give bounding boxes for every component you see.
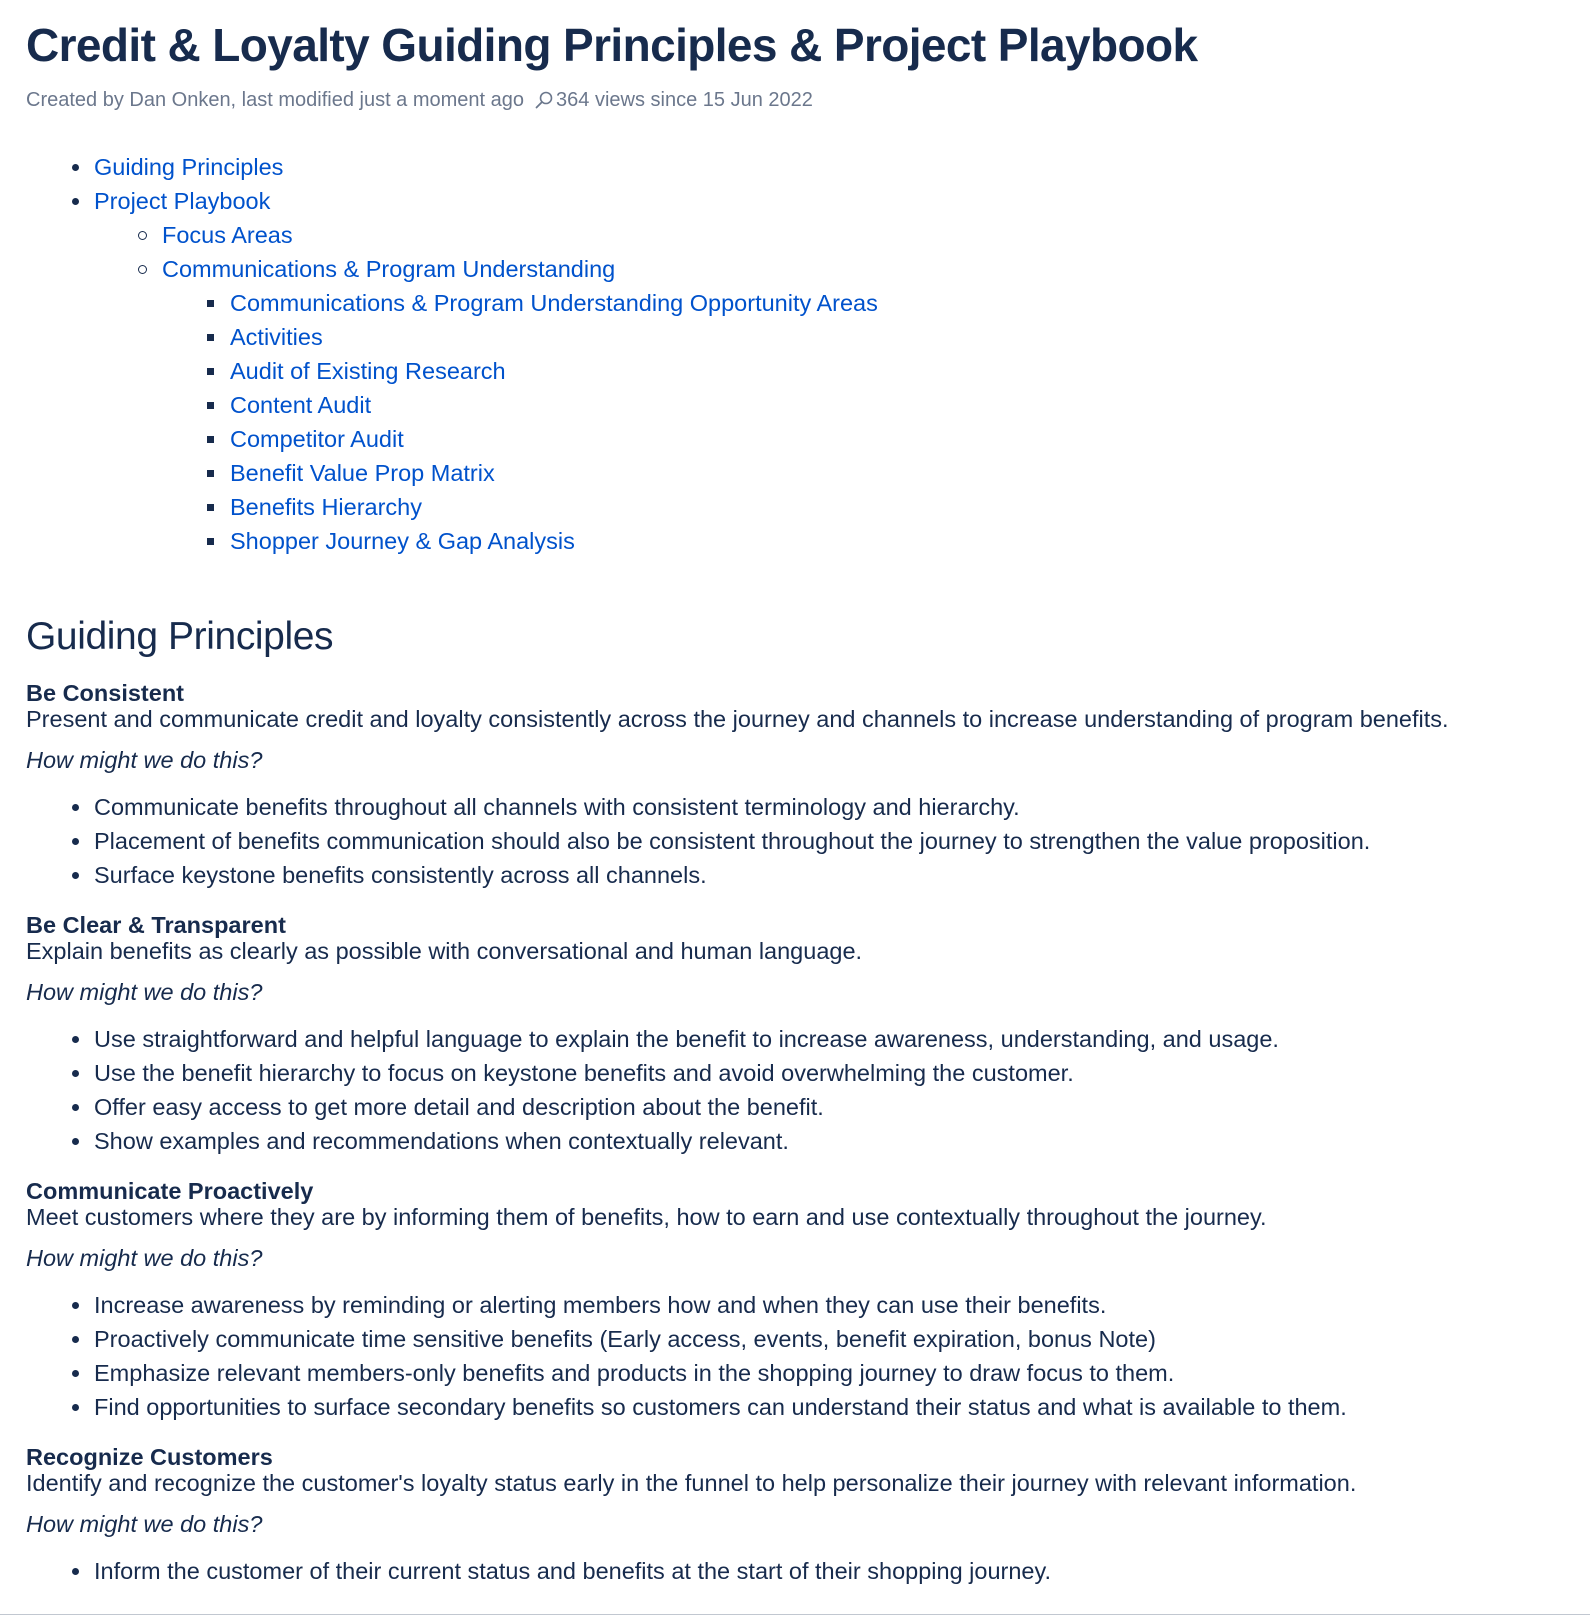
list-item: Find opportunities to surface secondary benefits so customers can understand their status and what is available to them. bbox=[26, 1390, 1590, 1424]
toc-link-focus-areas[interactable]: Focus Areas bbox=[162, 222, 293, 248]
principle-description: Meet customers where they are by informing them of benefits, how to earn and use contextually throughout the journey. bbox=[26, 1204, 1267, 1230]
list-item: Surface keystone benefits consistently across all channels. bbox=[26, 858, 1590, 892]
principle-bullet-list bbox=[26, 1554, 1590, 1588]
principle-title: Be Clear & Transparent bbox=[26, 912, 286, 938]
principle-prompt: How might we do this? bbox=[26, 1245, 263, 1271]
toc-item bbox=[26, 456, 1590, 490]
list-item: Emphasize relevant members-only benefits and products in the shopping journey to draw focus to them. bbox=[26, 1356, 1590, 1390]
principle-prompt: How might we do this? bbox=[26, 747, 263, 773]
toc-link-shopper-journey-gap-analysis[interactable]: Shopper Journey & Gap Analysis bbox=[230, 528, 575, 554]
toc-item bbox=[26, 150, 1590, 184]
toc-item bbox=[26, 320, 1590, 354]
toc-link-opportunity-areas[interactable]: Communications & Program Understanding Opportunity Areas bbox=[230, 290, 878, 316]
principle-bullet-list bbox=[26, 790, 1590, 892]
list-item: Inform the customer of their current status and benefits at the start of their shopping journey. bbox=[26, 1554, 1590, 1588]
list-item: Use straightforward and helpful language to explain the benefit to increase awareness, understanding, and usage. bbox=[26, 1022, 1590, 1056]
page-metadata bbox=[26, 88, 1590, 112]
list-item: Communicate benefits throughout all channels with consistent terminology and hierarchy. bbox=[26, 790, 1590, 824]
toc-item bbox=[26, 252, 1590, 286]
toc-item bbox=[26, 184, 1590, 218]
table-of-contents bbox=[26, 150, 1590, 558]
toc-item bbox=[26, 388, 1590, 422]
list-item: Show examples and recommendations when contextually relevant. bbox=[26, 1124, 1590, 1158]
principle-description: Present and communicate credit and loyalty consistently across the journey and channels to increase understanding of program benefits. bbox=[26, 706, 1449, 732]
list-item: Use the benefit hierarchy to focus on keystone benefits and avoid overwhelming the customer. bbox=[26, 1056, 1590, 1090]
toc-link-communications-program-understanding[interactable]: Communications & Program Understanding bbox=[162, 256, 616, 282]
toc-link-benefit-value-prop-matrix[interactable]: Benefit Value Prop Matrix bbox=[230, 460, 495, 486]
principle-description: Explain benefits as clearly as possible with conversational and human language. bbox=[26, 938, 863, 964]
toc-item bbox=[26, 286, 1590, 320]
principle-prompt: How might we do this? bbox=[26, 979, 263, 1005]
list-item: Placement of benefits communication should also be consistent throughout the journey to strengthen the value proposition. bbox=[26, 824, 1590, 858]
page-title: Credit & Loyalty Guiding Principles & Project Playbook bbox=[26, 19, 1198, 71]
toc-item bbox=[26, 524, 1590, 558]
toc-item bbox=[26, 218, 1590, 252]
section-heading-guiding-principles: Guiding Principles bbox=[26, 615, 334, 658]
principle-prompt: How might we do this? bbox=[26, 1511, 263, 1537]
analytics-magnifier-icon[interactable] bbox=[534, 90, 554, 110]
toc-item bbox=[26, 422, 1590, 456]
principle-bullet-list bbox=[26, 1288, 1590, 1424]
list-item: Increase awareness by reminding or alerting members how and when they can use their benefits. bbox=[26, 1288, 1590, 1322]
toc-link-project-playbook[interactable]: Project Playbook bbox=[94, 188, 271, 214]
principle-title: Communicate Proactively bbox=[26, 1178, 314, 1204]
toc-link-audit-existing-research[interactable]: Audit of Existing Research bbox=[230, 358, 506, 384]
toc-link-competitor-audit[interactable]: Competitor Audit bbox=[230, 426, 404, 452]
meta-views[interactable]: 364 views since 15 Jun 2022 bbox=[556, 89, 813, 111]
principle-bullet-list bbox=[26, 1022, 1590, 1158]
principle-description: Identify and recognize the customer's loyalty status early in the funnel to help personalize their journey with relevant information. bbox=[26, 1470, 1357, 1496]
page-bottom-divider bbox=[0, 1614, 1590, 1615]
principle-title: Recognize Customers bbox=[26, 1444, 273, 1470]
page-content bbox=[26, 0, 1590, 1588]
toc-item bbox=[26, 490, 1590, 524]
list-item: Proactively communicate time sensitive benefits (Early access, events, benefit expiration, bonus Note) bbox=[26, 1322, 1590, 1356]
meta-created-by: Created by Dan Onken, last modified just a moment ago bbox=[26, 89, 525, 111]
toc-item bbox=[26, 354, 1590, 388]
toc-link-activities[interactable]: Activities bbox=[230, 324, 323, 350]
toc-link-guiding-principles[interactable]: Guiding Principles bbox=[94, 154, 284, 180]
toc-link-benefits-hierarchy[interactable]: Benefits Hierarchy bbox=[230, 494, 422, 520]
list-item: Offer easy access to get more detail and description about the benefit. bbox=[26, 1090, 1590, 1124]
toc-link-content-audit[interactable]: Content Audit bbox=[230, 392, 372, 418]
principle-title: Be Consistent bbox=[26, 680, 184, 706]
